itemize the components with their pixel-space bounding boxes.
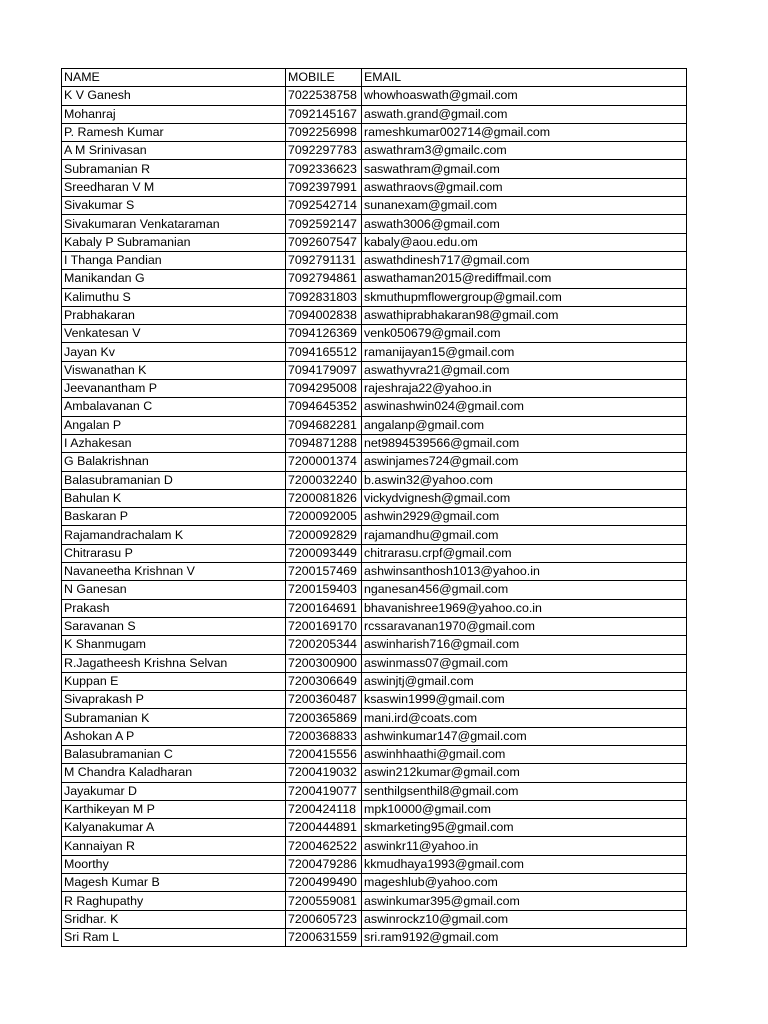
- email-cell: vickydvignesh@gmail.com: [362, 489, 687, 507]
- email-cell: saswathram@gmail.com: [362, 160, 687, 178]
- email-cell: mpk10000@gmail.com: [362, 800, 687, 818]
- table-row: [62, 764, 687, 782]
- table-row: [62, 288, 687, 306]
- mobile-cell: 7092297783: [286, 142, 362, 160]
- table-row: [62, 617, 687, 635]
- name-cell: Ashokan A P: [62, 727, 286, 745]
- email-cell: ksaswin1999@gmail.com: [362, 691, 687, 709]
- email-cell: aswinhhaathi@gmail.com: [362, 745, 687, 763]
- name-cell: Jayakumar D: [62, 782, 286, 800]
- email-cell: ashwinsanthosh1013@yahoo.in: [362, 563, 687, 581]
- mobile-cell: 7200205344: [286, 636, 362, 654]
- table-row: [62, 178, 687, 196]
- name-cell: Sri Ram L: [62, 928, 286, 946]
- mobile-cell: 7092397991: [286, 178, 362, 196]
- mobile-cell: 7200415556: [286, 745, 362, 763]
- table-row: [62, 197, 687, 215]
- email-cell: aswinjtj@gmail.com: [362, 672, 687, 690]
- email-cell: mani.ird@coats.com: [362, 709, 687, 727]
- mobile-cell: 7092791131: [286, 251, 362, 269]
- table-row: [62, 782, 687, 800]
- table-row: [62, 819, 687, 837]
- mobile-cell: 7200093449: [286, 544, 362, 562]
- mobile-cell: 7094645352: [286, 398, 362, 416]
- table-row: [62, 325, 687, 343]
- table-row: [62, 928, 687, 946]
- mobile-cell: 7092831803: [286, 288, 362, 306]
- email-cell: aswinkumar395@gmail.com: [362, 892, 687, 910]
- name-cell: M Chandra Kaladharan: [62, 764, 286, 782]
- mobile-cell: 7094682281: [286, 416, 362, 434]
- table-row: [62, 471, 687, 489]
- email-cell: b.aswin32@yahoo.com: [362, 471, 687, 489]
- name-cell: Magesh Kumar B: [62, 874, 286, 892]
- table-row: [62, 874, 687, 892]
- name-cell: Ambalavanan C: [62, 398, 286, 416]
- name-cell: I Azhakesan: [62, 434, 286, 452]
- name-cell: K Shanmugam: [62, 636, 286, 654]
- mobile-cell: 7200368833: [286, 727, 362, 745]
- table-row: [62, 142, 687, 160]
- mobile-cell: 7200164691: [286, 599, 362, 617]
- name-cell: R.Jagatheesh Krishna Selvan: [62, 654, 286, 672]
- email-cell: whowhoaswath@gmail.com: [362, 87, 687, 105]
- mobile-cell: 7200360487: [286, 691, 362, 709]
- header-row: [62, 69, 687, 87]
- mobile-cell: 7094871288: [286, 434, 362, 452]
- table-row: [62, 855, 687, 873]
- table-row: [62, 416, 687, 434]
- name-cell: Navaneetha Krishnan V: [62, 563, 286, 581]
- table-row: [62, 581, 687, 599]
- mobile-cell: 7200365869: [286, 709, 362, 727]
- email-cell: senthilgsenthil8@gmail.com: [362, 782, 687, 800]
- email-cell: rajamandhu@gmail.com: [362, 526, 687, 544]
- email-cell: net9894539566@gmail.com: [362, 434, 687, 452]
- table-row: [62, 910, 687, 928]
- email-cell: aswath3006@gmail.com: [362, 215, 687, 233]
- email-cell: aswathraovs@gmail.com: [362, 178, 687, 196]
- mobile-cell: 7092592147: [286, 215, 362, 233]
- email-cell: aswinjames724@gmail.com: [362, 453, 687, 471]
- table-row: [62, 508, 687, 526]
- email-cell: kabaly@aou.edu.om: [362, 233, 687, 251]
- mobile-cell: 7200159403: [286, 581, 362, 599]
- name-cell: P. Ramesh Kumar: [62, 123, 286, 141]
- mobile-column-header: MOBILE: [286, 69, 362, 87]
- email-cell: aswath.grand@gmail.com: [362, 105, 687, 123]
- table-row: [62, 892, 687, 910]
- table-row: [62, 380, 687, 398]
- email-cell: skmarketing95@gmail.com: [362, 819, 687, 837]
- contact-table: [61, 68, 687, 947]
- mobile-cell: 7200300900: [286, 654, 362, 672]
- email-cell: bhavanishree1969@yahoo.co.in: [362, 599, 687, 617]
- mobile-cell: 7092336623: [286, 160, 362, 178]
- table-row: [62, 160, 687, 178]
- name-cell: Subramanian K: [62, 709, 286, 727]
- name-cell: Kannaiyan R: [62, 837, 286, 855]
- name-cell: I Thanga Pandian: [62, 251, 286, 269]
- name-cell: Kalimuthu S: [62, 288, 286, 306]
- email-cell: aswinharish716@gmail.com: [362, 636, 687, 654]
- mobile-cell: 7200306649: [286, 672, 362, 690]
- table-row: [62, 709, 687, 727]
- table-row: [62, 489, 687, 507]
- email-cell: rameshkumar002714@gmail.com: [362, 123, 687, 141]
- name-cell: Sivakumaran Venkataraman: [62, 215, 286, 233]
- table-body: [62, 87, 687, 947]
- name-cell: N Ganesan: [62, 581, 286, 599]
- mobile-cell: 7022538758: [286, 87, 362, 105]
- mobile-cell: 7094179097: [286, 361, 362, 379]
- table-row: [62, 636, 687, 654]
- name-cell: Kuppan E: [62, 672, 286, 690]
- mobile-cell: 7200081826: [286, 489, 362, 507]
- table-row: [62, 563, 687, 581]
- email-column-header: EMAIL: [362, 69, 687, 87]
- name-cell: Saravanan S: [62, 617, 286, 635]
- table-row: [62, 672, 687, 690]
- mobile-cell: 7094165512: [286, 343, 362, 361]
- email-cell: sunanexam@gmail.com: [362, 197, 687, 215]
- table-row: [62, 453, 687, 471]
- email-cell: aswinashwin024@gmail.com: [362, 398, 687, 416]
- name-cell: G Balakrishnan: [62, 453, 286, 471]
- name-cell: Kabaly P Subramanian: [62, 233, 286, 251]
- name-cell: Baskaran P: [62, 508, 286, 526]
- table-row: [62, 398, 687, 416]
- name-cell: Sivakumar S: [62, 197, 286, 215]
- email-cell: aswathyvra21@gmail.com: [362, 361, 687, 379]
- mobile-cell: 7200419077: [286, 782, 362, 800]
- email-cell: chitrarasu.crpf@gmail.com: [362, 544, 687, 562]
- name-column-header: NAME: [62, 69, 286, 87]
- email-cell: mageshlub@yahoo.com: [362, 874, 687, 892]
- name-cell: Jeevanantham P: [62, 380, 286, 398]
- name-cell: Moorthy: [62, 855, 286, 873]
- mobile-cell: 7200462522: [286, 837, 362, 855]
- email-cell: aswathiprabhakaran98@gmail.com: [362, 306, 687, 324]
- mobile-cell: 7200092005: [286, 508, 362, 526]
- name-cell: Bahulan K: [62, 489, 286, 507]
- table-row: [62, 361, 687, 379]
- name-cell: Prakash: [62, 599, 286, 617]
- name-cell: Venkatesan V: [62, 325, 286, 343]
- table-row: [62, 544, 687, 562]
- name-cell: Subramanian R: [62, 160, 286, 178]
- name-cell: Rajamandrachalam K: [62, 526, 286, 544]
- mobile-cell: 7200001374: [286, 453, 362, 471]
- email-cell: nganesan456@gmail.com: [362, 581, 687, 599]
- name-cell: Prabhakaran: [62, 306, 286, 324]
- mobile-cell: 7092607547: [286, 233, 362, 251]
- table-row: [62, 215, 687, 233]
- name-cell: Angalan P: [62, 416, 286, 434]
- email-cell: ashwinkumar147@gmail.com: [362, 727, 687, 745]
- table-row: [62, 233, 687, 251]
- table-row: [62, 343, 687, 361]
- email-cell: sri.ram9192@gmail.com: [362, 928, 687, 946]
- name-cell: Balasubramanian D: [62, 471, 286, 489]
- mobile-cell: 7200092829: [286, 526, 362, 544]
- email-cell: aswin212kumar@gmail.com: [362, 764, 687, 782]
- mobile-cell: 7092542714: [286, 197, 362, 215]
- mobile-cell: 7200479286: [286, 855, 362, 873]
- email-cell: aswinrockz10@gmail.com: [362, 910, 687, 928]
- table-row: [62, 123, 687, 141]
- table-row: [62, 306, 687, 324]
- email-cell: aswathram3@gmailc.com: [362, 142, 687, 160]
- table-row: [62, 691, 687, 709]
- mobile-cell: 7092794861: [286, 270, 362, 288]
- table-row: [62, 251, 687, 269]
- name-cell: Sivaprakash P: [62, 691, 286, 709]
- mobile-cell: 7200559081: [286, 892, 362, 910]
- mobile-cell: 7200605723: [286, 910, 362, 928]
- table-row: [62, 526, 687, 544]
- email-cell: skmuthupmflowergroup@gmail.com: [362, 288, 687, 306]
- mobile-cell: 7092256998: [286, 123, 362, 141]
- mobile-cell: 7094126369: [286, 325, 362, 343]
- table-row: [62, 105, 687, 123]
- name-cell: Manikandan G: [62, 270, 286, 288]
- table-row: [62, 87, 687, 105]
- mobile-cell: 7092145167: [286, 105, 362, 123]
- email-cell: venk050679@gmail.com: [362, 325, 687, 343]
- name-cell: Chitrarasu P: [62, 544, 286, 562]
- table-row: [62, 800, 687, 818]
- name-cell: K V Ganesh: [62, 87, 286, 105]
- name-cell: Viswanathan K: [62, 361, 286, 379]
- email-cell: ramanijayan15@gmail.com: [362, 343, 687, 361]
- table-row: [62, 727, 687, 745]
- mobile-cell: 7200157469: [286, 563, 362, 581]
- email-cell: kkmudhaya1993@gmail.com: [362, 855, 687, 873]
- name-cell: Karthikeyan M P: [62, 800, 286, 818]
- table-row: [62, 599, 687, 617]
- table-row: [62, 434, 687, 452]
- email-cell: aswinkr11@yahoo.in: [362, 837, 687, 855]
- name-cell: A M Srinivasan: [62, 142, 286, 160]
- name-cell: Kalyanakumar A: [62, 819, 286, 837]
- mobile-cell: 7200631559: [286, 928, 362, 946]
- table-row: [62, 270, 687, 288]
- mobile-cell: 7200499490: [286, 874, 362, 892]
- name-cell: Balasubramanian C: [62, 745, 286, 763]
- mobile-cell: 7094002838: [286, 306, 362, 324]
- mobile-cell: 7200419032: [286, 764, 362, 782]
- email-cell: aswathaman2015@rediffmail.com: [362, 270, 687, 288]
- email-cell: aswathdinesh717@gmail.com: [362, 251, 687, 269]
- mobile-cell: 7200169170: [286, 617, 362, 635]
- name-cell: R Raghupathy: [62, 892, 286, 910]
- email-cell: aswinmass07@gmail.com: [362, 654, 687, 672]
- table-row: [62, 837, 687, 855]
- email-cell: angalanp@gmail.com: [362, 416, 687, 434]
- name-cell: Mohanraj: [62, 105, 286, 123]
- name-cell: Sreedharan V M: [62, 178, 286, 196]
- table-row: [62, 654, 687, 672]
- mobile-cell: 7200424118: [286, 800, 362, 818]
- mobile-cell: 7200032240: [286, 471, 362, 489]
- mobile-cell: 7094295008: [286, 380, 362, 398]
- email-cell: rajeshraja22@yahoo.in: [362, 380, 687, 398]
- mobile-cell: 7200444891: [286, 819, 362, 837]
- email-cell: ashwin2929@gmail.com: [362, 508, 687, 526]
- email-cell: rcssaravanan1970@gmail.com: [362, 617, 687, 635]
- table-row: [62, 745, 687, 763]
- name-cell: Sridhar. K: [62, 910, 286, 928]
- name-cell: Jayan Kv: [62, 343, 286, 361]
